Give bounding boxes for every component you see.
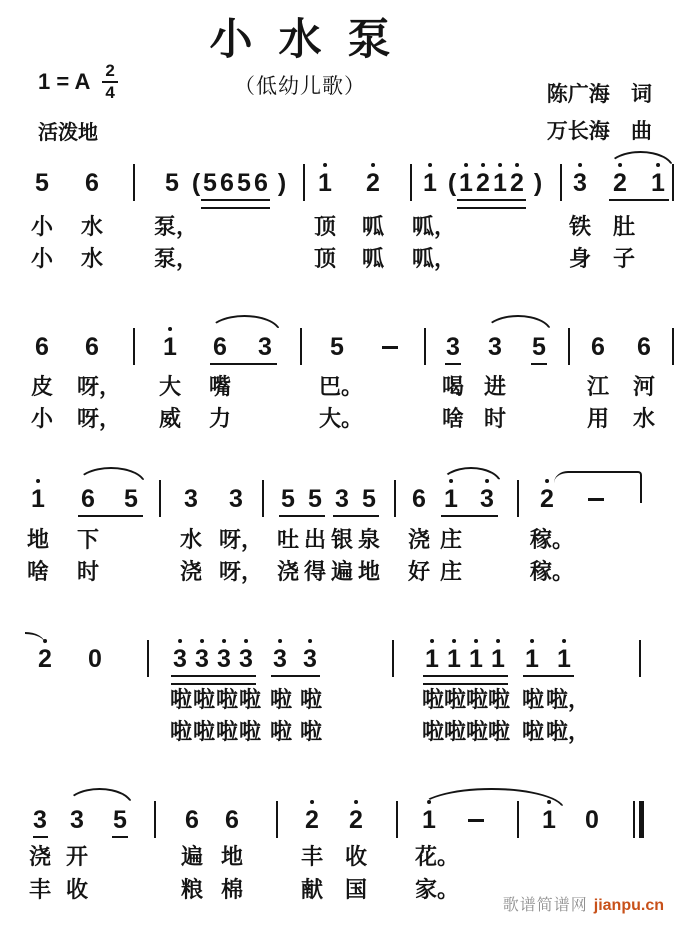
note-digit: 6 bbox=[591, 333, 605, 361]
note-digit: 2 bbox=[613, 170, 627, 196]
note-digit: 3 bbox=[335, 485, 349, 513]
note-digit: 1 bbox=[447, 646, 461, 672]
lyric-char: 国 bbox=[344, 877, 368, 902]
lyric-char: 呱 bbox=[361, 246, 385, 271]
octave-dot bbox=[310, 800, 314, 804]
octave-dot bbox=[36, 479, 40, 483]
barline bbox=[392, 640, 394, 677]
octave-dot bbox=[530, 639, 534, 643]
lyric-char: 啦 bbox=[521, 719, 545, 744]
lyric-char: 呀， bbox=[76, 374, 122, 399]
lyric-char: 稼。 bbox=[529, 559, 575, 584]
lyric-char: 出 bbox=[303, 527, 327, 552]
lyric-char: 开 bbox=[65, 844, 89, 869]
watermark-site-name: 歌谱简谱网 bbox=[502, 897, 588, 914]
lyric-char: 啦 bbox=[465, 719, 489, 744]
barline bbox=[410, 164, 412, 201]
barline bbox=[672, 164, 674, 201]
octave-dot bbox=[244, 639, 248, 643]
lyric-char: 力 bbox=[208, 406, 232, 431]
note-digit: 2 bbox=[476, 170, 490, 196]
lyric-char: 遍 bbox=[330, 559, 354, 584]
lyric-char: 大。 bbox=[318, 406, 364, 431]
barline bbox=[262, 480, 264, 517]
note-digit: 5 bbox=[532, 333, 546, 361]
lyric-char: 用 bbox=[586, 406, 610, 431]
lyric-char: 稼。 bbox=[529, 527, 575, 552]
lyric-char: 皮 bbox=[30, 374, 54, 399]
note-digit: 6 bbox=[213, 333, 227, 361]
lyric-char: 呱 bbox=[361, 214, 385, 239]
song-subtitle: （低幼儿歌） bbox=[234, 74, 366, 98]
barline bbox=[133, 164, 135, 201]
lyric-char: 啦 bbox=[299, 687, 323, 712]
lyric-char: 地 bbox=[357, 559, 381, 584]
lyric-char: 泉 bbox=[357, 527, 381, 552]
note-digit: 3 bbox=[217, 646, 231, 672]
note-digit: 2 bbox=[540, 486, 554, 512]
sixteenth-beam bbox=[457, 199, 526, 209]
sixteenth-beam bbox=[423, 675, 508, 685]
watermark bbox=[503, 892, 664, 915]
lyric-char: 丰 bbox=[300, 844, 324, 869]
octave-dot bbox=[498, 163, 502, 167]
octave-dot bbox=[452, 639, 456, 643]
watermark-site-link[interactable]: jianpu.cn bbox=[593, 897, 664, 914]
note-digit: 3 bbox=[173, 646, 187, 672]
time-signature bbox=[102, 62, 117, 102]
octave-dot bbox=[578, 163, 582, 167]
lyric-char: 银 bbox=[330, 527, 354, 552]
lyric-char: 下 bbox=[76, 527, 100, 552]
octave-dot bbox=[562, 639, 566, 643]
lyric-char: 呀， bbox=[218, 559, 264, 584]
lyric-char: 身 bbox=[568, 246, 592, 271]
note-digit: 3 bbox=[184, 485, 198, 513]
octave-dot bbox=[178, 639, 182, 643]
note-digit: 6 bbox=[35, 333, 49, 361]
lyric-char: 小 bbox=[30, 246, 54, 271]
note-digit: 5 bbox=[113, 806, 127, 834]
note-digit: 1 bbox=[422, 807, 436, 833]
slur-arc bbox=[418, 788, 565, 810]
key-signature bbox=[38, 62, 118, 102]
eighth-beam bbox=[445, 363, 461, 365]
note-digit: 5 bbox=[281, 485, 295, 513]
barline bbox=[154, 801, 156, 838]
note-digit: 3 bbox=[573, 170, 587, 196]
note-digit: 1 bbox=[31, 486, 45, 512]
lyric-char: 江 bbox=[586, 374, 610, 399]
lyric-char: 啥 bbox=[441, 406, 465, 431]
lyric-char: 地 bbox=[26, 527, 50, 552]
lyric-char: 啦 bbox=[169, 687, 193, 712]
eighth-beam bbox=[523, 675, 574, 677]
note-digit: 3 bbox=[446, 333, 460, 361]
lyric-char: 遍 bbox=[180, 844, 204, 869]
tie-continuation bbox=[554, 471, 642, 503]
octave-dot bbox=[481, 163, 485, 167]
octave-dot bbox=[354, 800, 358, 804]
lyric-char: 啦 bbox=[421, 719, 445, 744]
note-digit: 1 bbox=[163, 334, 177, 360]
lyric-char: 浇 bbox=[276, 559, 300, 584]
eighth-beam bbox=[333, 515, 379, 517]
octave-dot bbox=[278, 639, 282, 643]
octave-dot bbox=[474, 639, 478, 643]
paren: ) bbox=[533, 169, 543, 197]
rest-note: 0 bbox=[88, 645, 102, 673]
lyric-char: 地 bbox=[220, 844, 244, 869]
slur-arc bbox=[66, 788, 133, 806]
note-digit: 6 bbox=[254, 169, 268, 197]
lyric-char: 收 bbox=[65, 877, 89, 902]
barline bbox=[276, 801, 278, 838]
composer-credit: 万长海 曲 bbox=[546, 119, 652, 143]
lyric-char: 威 bbox=[158, 406, 182, 431]
octave-dot bbox=[515, 163, 519, 167]
note-digit: 3 bbox=[33, 806, 47, 834]
note-digit: 3 bbox=[488, 333, 502, 361]
time-signature-denominator: 4 bbox=[105, 83, 115, 102]
lyric-char: 呱， bbox=[411, 214, 457, 239]
final-barline-thin bbox=[633, 801, 635, 838]
octave-dot bbox=[308, 639, 312, 643]
lyric-char: 水 bbox=[80, 246, 104, 271]
lyric-char: 啦 bbox=[443, 719, 467, 744]
lyric-char: 大 bbox=[158, 374, 182, 399]
slur-arc bbox=[484, 315, 552, 333]
lyric-char: 小 bbox=[30, 406, 54, 431]
lyric-char: 粮 bbox=[180, 877, 204, 902]
note-digit: 6 bbox=[185, 806, 199, 834]
lyric-char: 庄 bbox=[439, 559, 463, 584]
eighth-beam bbox=[441, 515, 498, 517]
note-digit: 6 bbox=[85, 169, 99, 197]
note-digit: 5 bbox=[203, 169, 217, 197]
lyric-char: 家。 bbox=[414, 877, 460, 902]
lyric-char: 顶 bbox=[313, 214, 337, 239]
slur-arc bbox=[208, 315, 281, 333]
paren: ) bbox=[277, 169, 287, 197]
music-system-3 bbox=[0, 486, 676, 616]
lyric-char: 肚 bbox=[612, 214, 636, 239]
slur-arc bbox=[76, 467, 146, 485]
eighth-beam bbox=[609, 199, 669, 201]
lyric-char: 水 bbox=[179, 527, 203, 552]
barline bbox=[396, 801, 398, 838]
note-digit: 5 bbox=[237, 169, 251, 197]
lyric-char: 啦， bbox=[545, 719, 591, 744]
duration-dash bbox=[382, 346, 398, 349]
octave-dot bbox=[371, 163, 375, 167]
lyric-char: 啦 bbox=[521, 687, 545, 712]
lyric-char: 啦 bbox=[299, 719, 323, 744]
note-digit: 1 bbox=[493, 170, 507, 196]
note-digit: 3 bbox=[480, 486, 494, 512]
barline bbox=[303, 164, 305, 201]
lyric-char: 啦 bbox=[421, 687, 445, 712]
barline bbox=[517, 480, 519, 517]
barline bbox=[394, 480, 396, 517]
barline bbox=[672, 328, 674, 365]
note-digit: 5 bbox=[362, 485, 376, 513]
note-digit: 3 bbox=[239, 646, 253, 672]
lyric-char: 啦 bbox=[238, 687, 262, 712]
lyric-char: 好 bbox=[407, 559, 431, 584]
note-digit: 2 bbox=[38, 646, 52, 672]
note-digit: 6 bbox=[225, 806, 239, 834]
note-digit: 2 bbox=[366, 170, 380, 196]
note-digit: 1 bbox=[557, 646, 571, 672]
octave-dot bbox=[200, 639, 204, 643]
lyric-char: 啥 bbox=[26, 559, 50, 584]
lyric-char: 进 bbox=[483, 374, 507, 399]
eighth-beam bbox=[33, 836, 48, 838]
octave-dot bbox=[545, 479, 549, 483]
note-digit: 6 bbox=[85, 333, 99, 361]
final-barline-thick bbox=[639, 801, 644, 838]
eighth-beam bbox=[271, 675, 320, 677]
note-digit: 3 bbox=[229, 485, 243, 513]
note-digit: 5 bbox=[330, 333, 344, 361]
note-digit: 2 bbox=[349, 807, 363, 833]
lyric-char: 啦 bbox=[215, 687, 239, 712]
lyric-char: 得 bbox=[303, 559, 327, 584]
note-digit: 1 bbox=[425, 646, 439, 672]
eighth-beam bbox=[112, 836, 128, 838]
lyric-char: 浇 bbox=[179, 559, 203, 584]
note-digit: 1 bbox=[651, 170, 665, 196]
lyric-char: 浇 bbox=[28, 844, 52, 869]
duration-dash bbox=[468, 819, 484, 822]
barline bbox=[147, 640, 149, 677]
tie-hook bbox=[25, 632, 45, 644]
lyric-char: 呱， bbox=[411, 246, 457, 271]
lyric-char: 巴。 bbox=[318, 374, 364, 399]
barline bbox=[568, 328, 570, 365]
time-signature-numerator: 2 bbox=[102, 62, 117, 83]
note-digit: 3 bbox=[195, 646, 209, 672]
slur-arc bbox=[440, 467, 502, 485]
note-digit: 6 bbox=[81, 485, 95, 513]
note-digit: 1 bbox=[423, 170, 437, 196]
octave-dot bbox=[222, 639, 226, 643]
rest-note: 0 bbox=[585, 806, 599, 834]
lyric-char: 啦 bbox=[443, 687, 467, 712]
barline bbox=[300, 328, 302, 365]
lyric-char: 庄 bbox=[439, 527, 463, 552]
note-digit: 5 bbox=[308, 485, 322, 513]
music-system-1 bbox=[0, 170, 676, 300]
lyric-char: 泵， bbox=[153, 214, 199, 239]
sixteenth-beam bbox=[201, 199, 270, 209]
note-digit: 6 bbox=[412, 485, 426, 513]
note-digit: 3 bbox=[258, 333, 272, 361]
lyric-char: 啦， bbox=[545, 687, 591, 712]
lyric-char: 时 bbox=[483, 406, 507, 431]
lyric-char: 浇 bbox=[407, 527, 431, 552]
paren: ( bbox=[447, 169, 457, 197]
note-digit: 1 bbox=[525, 646, 539, 672]
slur-arc bbox=[607, 151, 674, 169]
lyric-char: 啦 bbox=[192, 687, 216, 712]
note-digit: 6 bbox=[637, 333, 651, 361]
eighth-beam bbox=[210, 363, 277, 365]
note-digit: 3 bbox=[303, 646, 317, 672]
octave-dot bbox=[496, 639, 500, 643]
lyric-char: 啦 bbox=[169, 719, 193, 744]
lyric-char: 泵， bbox=[153, 246, 199, 271]
lyric-char: 啦 bbox=[238, 719, 262, 744]
note-digit: 5 bbox=[124, 485, 138, 513]
paren: ( bbox=[191, 169, 201, 197]
lyric-char: 喝 bbox=[441, 374, 465, 399]
lyric-char: 水 bbox=[632, 406, 656, 431]
note-digit: 5 bbox=[165, 169, 179, 197]
music-system-4 bbox=[0, 646, 676, 776]
music-system-2 bbox=[0, 334, 676, 464]
lyric-char: 子 bbox=[612, 246, 636, 271]
octave-dot bbox=[430, 639, 434, 643]
barline bbox=[133, 328, 135, 365]
eighth-beam bbox=[78, 515, 143, 517]
song-title: 小水泵 bbox=[209, 17, 417, 64]
note-digit: 1 bbox=[318, 170, 332, 196]
note-digit: 1 bbox=[542, 807, 556, 833]
note-digit: 2 bbox=[305, 807, 319, 833]
lyric-char: 收 bbox=[344, 844, 368, 869]
key-label: 1 = A bbox=[38, 69, 91, 94]
note-digit: 6 bbox=[220, 169, 234, 197]
lyric-char: 顶 bbox=[313, 246, 337, 271]
lyric-char: 水 bbox=[80, 214, 104, 239]
lyric-char: 啦 bbox=[269, 687, 293, 712]
eighth-beam bbox=[279, 515, 325, 517]
lyricist-credit: 陈广海 词 bbox=[546, 82, 652, 106]
lyric-char: 啦 bbox=[487, 687, 511, 712]
note-digit: 3 bbox=[273, 646, 287, 672]
note-digit: 5 bbox=[35, 169, 49, 197]
sixteenth-beam bbox=[171, 675, 256, 685]
lyric-char: 献 bbox=[300, 877, 324, 902]
note-digit: 1 bbox=[491, 646, 505, 672]
lyric-char: 吐 bbox=[276, 527, 300, 552]
lyric-char: 铁 bbox=[568, 214, 592, 239]
note-digit: 3 bbox=[70, 806, 84, 834]
lyric-char: 啦 bbox=[465, 687, 489, 712]
music-system-5 bbox=[0, 807, 676, 937]
octave-dot bbox=[428, 163, 432, 167]
lyric-char: 河 bbox=[632, 374, 656, 399]
eighth-beam bbox=[531, 363, 547, 365]
barline bbox=[560, 164, 562, 201]
octave-dot bbox=[168, 327, 172, 331]
lyric-char: 啦 bbox=[192, 719, 216, 744]
lyric-char: 花。 bbox=[414, 844, 460, 869]
barline bbox=[424, 328, 426, 365]
octave-dot bbox=[464, 163, 468, 167]
note-digit: 1 bbox=[459, 170, 473, 196]
barline bbox=[639, 640, 641, 677]
lyric-char: 呀， bbox=[218, 527, 264, 552]
lyric-char: 呀， bbox=[76, 406, 122, 431]
tempo-marking: 活泼地 bbox=[38, 122, 98, 144]
note-digit: 2 bbox=[510, 170, 524, 196]
lyric-char: 嘴 bbox=[208, 374, 232, 399]
lyric-char: 棉 bbox=[220, 877, 244, 902]
lyric-char: 丰 bbox=[28, 877, 52, 902]
lyric-char: 小 bbox=[30, 214, 54, 239]
lyric-char: 时 bbox=[76, 559, 100, 584]
lyric-char: 啦 bbox=[269, 719, 293, 744]
lyric-char: 啦 bbox=[215, 719, 239, 744]
lyric-char: 啦 bbox=[487, 719, 511, 744]
octave-dot bbox=[323, 163, 327, 167]
note-digit: 1 bbox=[469, 646, 483, 672]
barline bbox=[159, 480, 161, 517]
note-digit: 1 bbox=[444, 486, 458, 512]
